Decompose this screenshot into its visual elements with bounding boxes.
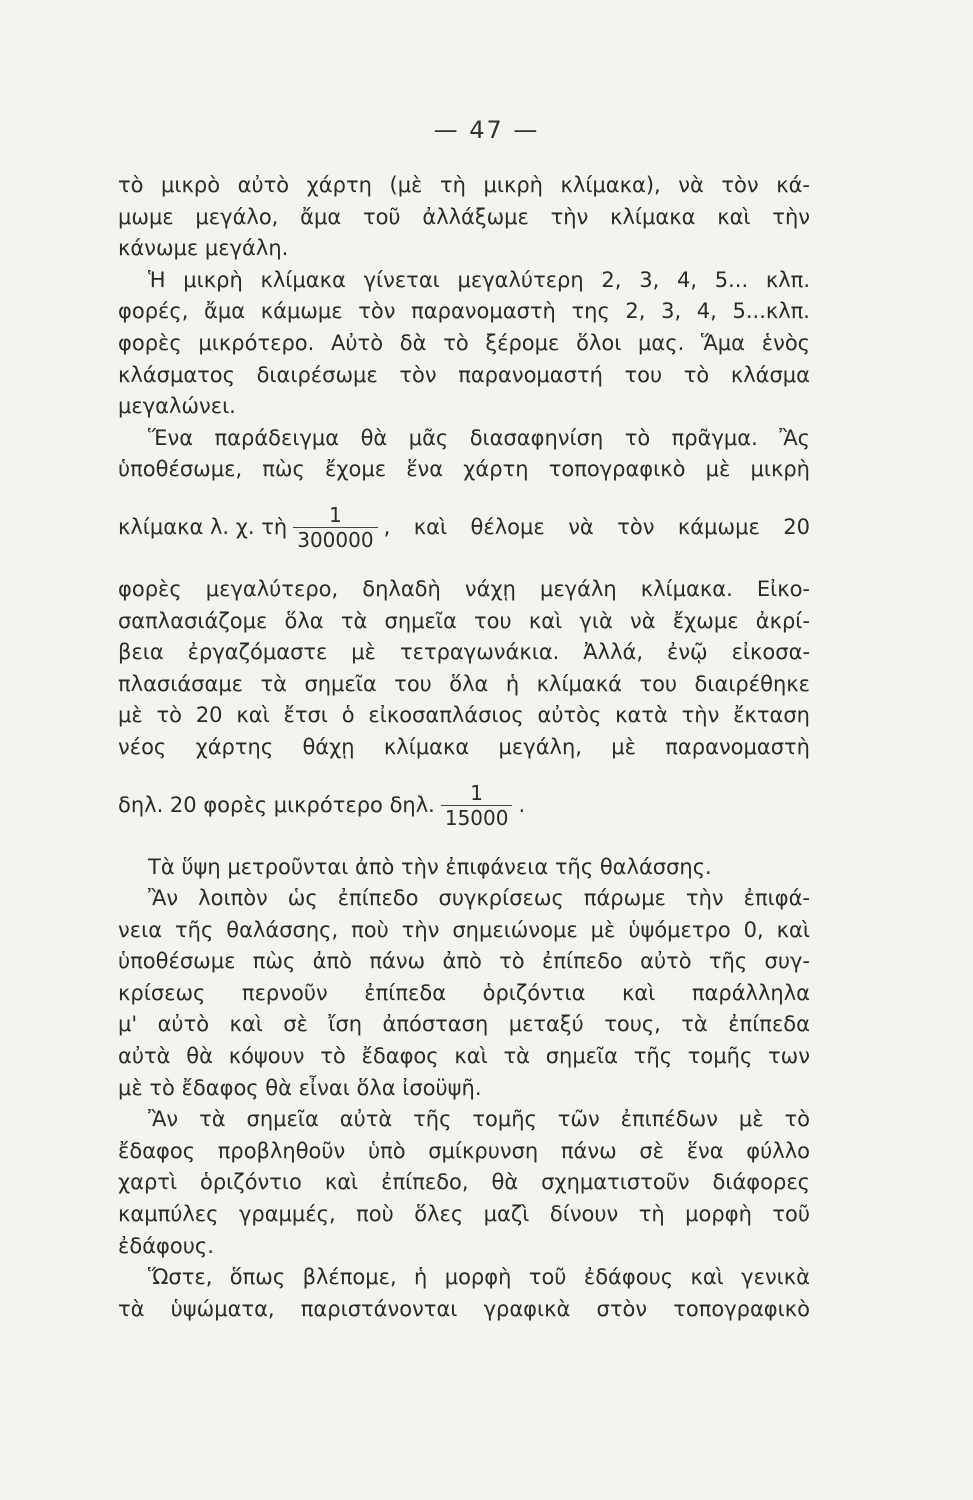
text-line: σαπλασιάζομε ὅλα τὰ σημεῖα του καὶ γιὰ νὰ ἔχωμε ἀκρί- bbox=[118, 608, 810, 633]
text-line: χαρτὶ ὁριζόντιο καὶ ἐπίπεδο, θὰ σχηματιστοῦν διάφορες bbox=[118, 1170, 810, 1195]
text-line: νέος χάρτης θάχῃ κλίμακα μεγάλη, μὲ παρανομαστὴ bbox=[118, 734, 810, 759]
fraction-line-after: . bbox=[518, 792, 526, 817]
text-line: τὰ ὑψώματα, παριστάνονται γραφικὰ στὸν τοπογραφικὸ bbox=[118, 1296, 810, 1321]
text-line: βεια ἐργαζόμαστε μὲ τετραγωνάκια. Ἀλλά, ἐνῷ εἰκοσα- bbox=[118, 640, 810, 665]
text-line: τὸ μικρὸ αὐτὸ χάρτη (μὲ τὴ μικρὴ κλίμακα), νὰ τὸν κά- bbox=[118, 173, 810, 197]
text-line: ἔδαφος προβληθοῦν ὑπὸ σμίκρυνση πάνω σὲ ἕνα φύλλο bbox=[118, 1138, 810, 1163]
fraction bbox=[293, 503, 377, 552]
text-line: καμπύλες γραμμές, ποὺ ὅλες μαζὶ δίνουν τὴ μορφὴ τοῦ bbox=[118, 1202, 810, 1227]
text-line: νεια τῆς θαλάσσης, ποὺ τὴν σημειώνομε μὲ ὑψόμετρο 0, καὶ bbox=[118, 917, 810, 942]
text-line: Ἡ μικρὴ κλίμακα γίνεται μεγαλύτερη 2, 3, 4, 5... κλπ. bbox=[148, 267, 810, 292]
text-line: Ἕνα παράδειγμα θὰ μᾶς διασαφηνίση τὸ πρᾶγμα. Ἂς bbox=[148, 425, 810, 450]
text-line: αὐτὰ θὰ κόψουν τὸ ἔδαφος καὶ τὰ σημεῖα τῆς τομῆς των bbox=[118, 1044, 810, 1069]
text-line: πλασιάσαμε τὰ σημεῖα του ὅλα ἡ κλίμακά του διαιρέθηκε bbox=[118, 671, 810, 696]
fraction-denominator: 15000 bbox=[441, 805, 513, 830]
fraction-numerator: 1 bbox=[329, 503, 342, 528]
page-number: — 47 — bbox=[433, 116, 540, 144]
text-line: Ἂν λοιπὸν ὡς ἐπίπεδο συγκρίσεως πάρωμε τὴν ἐπιφά- bbox=[148, 886, 810, 911]
text-line: κλάσματος διαιρέσωμε τὸν παρανομαστή του τὸ κλάσμα bbox=[118, 362, 810, 387]
page-body bbox=[118, 170, 810, 1325]
text-line: Τὰ ὕψη μετροῦνται ἀπὸ τὴν ἐπιφάνεια τῆς θαλάσσης. bbox=[148, 854, 712, 879]
text-line: μ' αὐτὸ καὶ σὲ ἴση ἀπόσταση μεταξύ τους, τὰ ἐπίπεδα bbox=[118, 1012, 810, 1037]
text-line: φορὲς μικρότερο. Αὐτὸ δὰ τὸ ξέρομε ὅλοι μας. Ἅμα ἑνὸς bbox=[118, 330, 810, 355]
fraction-line bbox=[118, 772, 810, 840]
text-line: κάνωμε μεγάλη. bbox=[118, 236, 289, 261]
text-line: μὲ τὸ 20 καὶ ἔτσι ὁ εἰκοσαπλάσιος αὐτὸς κατὰ τὴν ἔκταση bbox=[118, 703, 810, 728]
text-line: φορὲς μεγαλύτερο, δηλαδὴ νάχῃ μεγάλη κλίμακα. Εἰκο- bbox=[118, 576, 810, 601]
text-line: ὑποθέσωμε πὼς ἀπὸ πάνω ἀπὸ τὸ ἐπίπεδο αὐτὸ τῆς συγ- bbox=[118, 949, 810, 974]
fraction-line bbox=[118, 494, 810, 562]
text-line: ὑποθέσωμε, πὼς ἔχομε ἕνα χάρτη τοπογραφικὸ μὲ μικρὴ bbox=[118, 457, 810, 482]
text-line: μεγαλώνει. bbox=[118, 394, 236, 419]
fraction-numerator: 1 bbox=[470, 781, 484, 805]
text-line: μὲ τὸ ἔδαφος θὰ εἶναι ὅλα ἰσοϋψῆ. bbox=[118, 1075, 482, 1100]
text-line: κρίσεως περνοῦν ἐπίπεδα ὁριζόντια καὶ παράλληλα bbox=[118, 980, 810, 1005]
fraction bbox=[441, 781, 513, 830]
text-line: Ὥστε, ὅπως βλέπομε, ἡ μορφὴ τοῦ ἐδάφους καὶ γενικὰ bbox=[148, 1265, 810, 1290]
fraction-line-after: , καὶ θέλομε νὰ τὸν κάμωμε 20 bbox=[383, 515, 810, 540]
fraction-denominator: 300000 bbox=[293, 527, 377, 552]
text-line: Ἂν τὰ σημεῖα αὐτὰ τῆς τομῆς τῶν ἐπιπέδων μὲ τὸ bbox=[148, 1107, 810, 1132]
fraction-line-before: δηλ. 20 φορὲς μικρότερο δηλ. bbox=[118, 792, 435, 817]
text-line: φορές, ἄμα κάμωμε τὸν παρανομαστὴ της 2, 3, 4, 5...κλπ. bbox=[118, 299, 810, 324]
fraction-line-before: κλίμακα λ. χ. τὴ bbox=[118, 515, 288, 540]
text-line: μωμε μεγάλο, ἄμα τοῦ ἀλλάξωμε τὴν κλίμακα καὶ τὴν bbox=[118, 204, 810, 229]
text-line: ἐδάφους. bbox=[118, 1233, 214, 1258]
